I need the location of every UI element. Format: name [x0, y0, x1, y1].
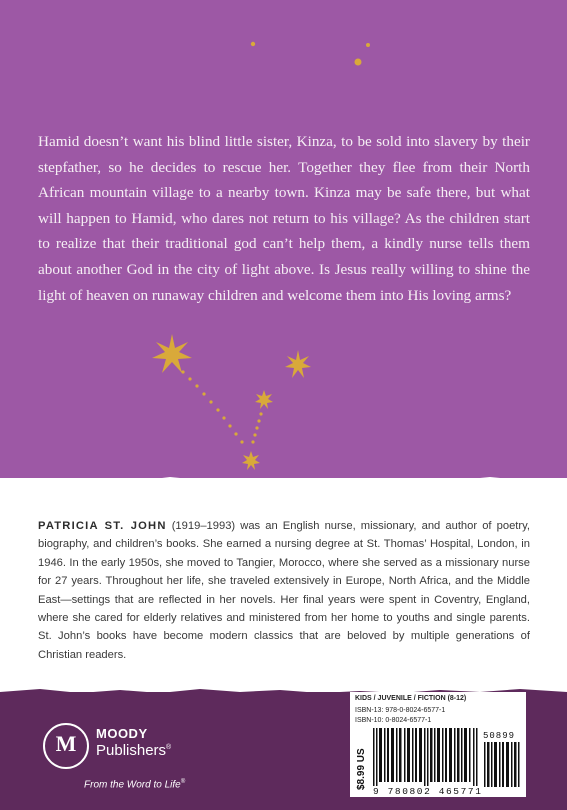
author-bio: [38, 517, 530, 664]
publisher-logo-letter: M: [55, 731, 77, 756]
publisher-name-line2: [96, 742, 171, 759]
category-label: KIDS / JUVENILE / FICTION (8-12): [355, 695, 467, 702]
trademark-mark: ®: [166, 744, 172, 751]
author-bio-text: (1919–1993) was an English nurse, missionary, and author of poetry, biography, and children’s books. She earned a nursing degree at St. Thomas’ Hospital, London, in 1946. In the early 1950s, she moved to Tangier, Morocco, where she served as a missionary nurse for 27 years. Throughout her life, she traveled extensively in Europe, North Africa, and the Middle East—settings that are reflected in her novels. Her final years were spent in Coventry, England, where she cared for elderly relatives and ministered from her home to youths and single parents. St. John’s books have become modern classics that are beloved by multiple generations of Christian readers.: [38, 520, 531, 661]
tagline-trademark: ®: [180, 779, 186, 785]
addon-barcode-icon: [484, 742, 520, 787]
price-label: $8.99 US: [356, 748, 367, 790]
publisher-name-line1: MOODY: [96, 726, 148, 741]
synopsis-text: Hamid doesn’t want his blind little sister, Kinza, to be sold into slavery by their stepfather, so he decides to rescue her. Together they flee from their North African mountain village to a nearby town. Kinza may be safe there, but what will happen to Hamid, who dares not return to his village? As the children start to realize that their traditional god can’t help them, a kindly nurse tells them about another God in the city of light above. Is Jesus really willing to shine the light of heaven on runaway children and welcome them into His loving arms?: [38, 133, 530, 304]
barcode-number: 9 780802 465771: [373, 786, 483, 797]
star-icon: [285, 350, 311, 378]
tagline-text: From the Word to Life: [84, 779, 181, 791]
barcode-addon-number: 50899: [483, 731, 516, 741]
star-icon: [242, 451, 260, 470]
author-name: PATRICIA ST. JOHN: [38, 520, 167, 532]
isbn13-label: ISBN-13: 978-0-8024-6577-1: [355, 707, 446, 714]
torn-edge: [0, 470, 567, 490]
star-icon: [152, 334, 192, 373]
publisher-name-word: Publishers: [96, 742, 167, 759]
star-icon: [255, 390, 273, 409]
publisher-tagline: [84, 779, 185, 790]
isbn10-label: ISBN-10: 0-8024-6577-1: [355, 717, 432, 724]
barcode-icon: [373, 728, 479, 786]
